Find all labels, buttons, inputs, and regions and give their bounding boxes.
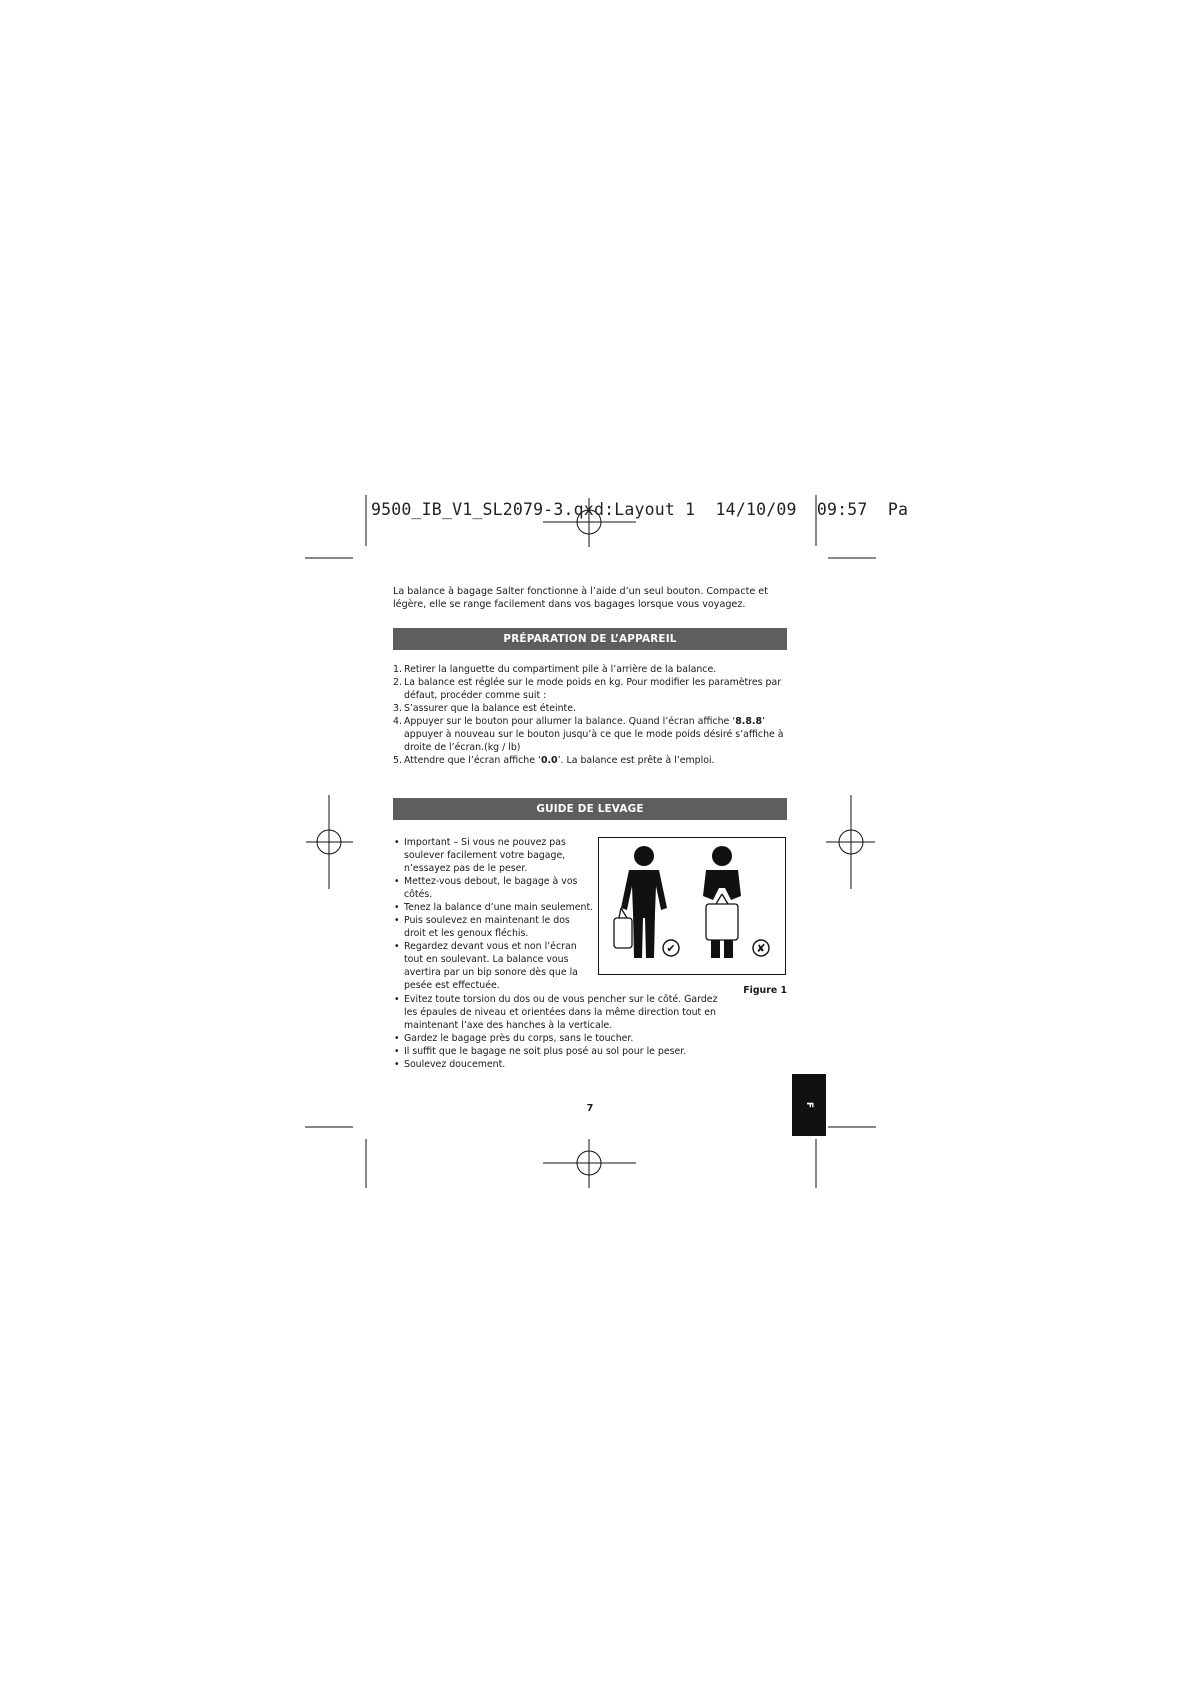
- bullet-mark: •: [394, 994, 400, 1005]
- check-mark: ✔: [666, 942, 676, 955]
- page-number: 7: [586, 1103, 594, 1114]
- list-item: [393, 914, 593, 940]
- list-item: [393, 901, 614, 914]
- step-text-end: ’. La balance est prête à l’emploi.: [557, 755, 715, 766]
- list-item-text: Gardez le bagage près du corps, sans le toucher.: [404, 1033, 634, 1044]
- step-text-start: Attendre que l’écran affiche ‘: [404, 755, 541, 766]
- section-heading-lifting-guide: GUIDE DE LEVAGE: [393, 798, 787, 820]
- step-item: [393, 676, 787, 702]
- figure-caption: Figure 1: [743, 985, 787, 996]
- correct-posture-figure: [621, 846, 667, 958]
- bullet-mark: •: [394, 1059, 400, 1070]
- step-number: 3.: [393, 703, 402, 714]
- list-item-text: Soulevez doucement.: [404, 1059, 506, 1070]
- list-item: [393, 1032, 723, 1045]
- luggage-left: [614, 908, 632, 948]
- step-number: 4.: [393, 716, 402, 727]
- step-number: 2.: [393, 677, 402, 688]
- step-item: [393, 663, 787, 676]
- step-text: S’assurer que la balance est éteinte.: [404, 703, 576, 714]
- figure-1-lifting-illustration: [598, 837, 786, 975]
- list-item-text: Important – Si vous ne pouvez pas soulever facilement votre bagage, n’essayez pas de le peser.: [404, 837, 566, 874]
- bullet-mark: •: [394, 876, 400, 887]
- incorrect-posture-figure: [703, 846, 741, 958]
- lifting-illustration: [599, 838, 785, 974]
- cross-icon: [753, 940, 769, 956]
- lifting-tips-list-continued: [393, 993, 723, 1071]
- list-item-text: Tenez la balance d’une main seulement.: [404, 902, 594, 913]
- intro-paragraph: La balance à bagage Salter fonctionne à l’aide d’un seul bouton. Compacte et légère, elle se range facilement dans vos bagages lorsque vous voyagez.: [393, 586, 768, 610]
- bullet-mark: •: [394, 902, 400, 913]
- step-item: [393, 715, 787, 754]
- step-number: 5.: [393, 755, 402, 766]
- language-tab-label: F: [804, 1101, 814, 1109]
- check-icon: [663, 940, 679, 956]
- step-text-end: ’ appuyer à nouveau sur le bouton jusqu’à ce que le mode poids désiré s’affiche à droite de l’écran.(kg / lb): [404, 716, 784, 753]
- bullet-mark: •: [394, 837, 400, 848]
- bullet-mark: •: [394, 1046, 400, 1057]
- list-item: [393, 836, 593, 875]
- list-item-text: Regardez devant vous et non l’écran tout en soulevant. La balance vous avertira par un bip sonore dès que la pesée est effectuée.: [404, 941, 578, 991]
- lifting-tips-list: [393, 836, 593, 992]
- display-value: 8.8.8: [735, 716, 762, 727]
- step-item: [393, 754, 787, 767]
- section-heading-preparation: PRÉPARATION DE L’APPAREIL: [393, 628, 787, 650]
- step-text: La balance est réglée sur le mode poids en kg. Pour modifier les paramètres par défaut, procéder comme suit :: [404, 677, 782, 701]
- step-number: 1.: [393, 664, 402, 675]
- bullet-mark: •: [394, 1033, 400, 1044]
- bullet-mark: •: [394, 915, 400, 926]
- luggage-right: [706, 894, 738, 940]
- list-item: [393, 993, 723, 1032]
- list-item: [393, 940, 589, 992]
- step-text-start: Appuyer sur le bouton pour allumer la balance. Quand l’écran affiche ‘: [404, 716, 736, 727]
- display-value: 0.0: [540, 755, 558, 766]
- list-item: [393, 875, 593, 901]
- list-item: [393, 1058, 723, 1071]
- bullet-mark: •: [394, 941, 400, 952]
- file-slug: 9500_IB_V1_SL2079-3.qxd:Layout 1 14/10/09 09:57 Pa: [371, 500, 909, 519]
- step-item: [393, 702, 787, 715]
- cross-mark: ✘: [756, 942, 766, 955]
- list-item-text: Mettez-vous debout, le bagage à vos côtés.: [404, 876, 578, 900]
- list-item: [393, 1045, 723, 1058]
- list-item-text: Puis soulevez en maintenant le dos droit et les genoux fléchis.: [404, 915, 570, 939]
- step-text: Retirer la languette du compartiment pile à l’arrière de la balance.: [404, 664, 717, 675]
- preparation-steps: [393, 663, 787, 767]
- list-item-text: Evitez toute torsion du dos ou de vous pencher sur le côté. Gardez les épaules de niveau et orientées dans la même direction tout en maintenant l’axe des hanches à la verticale.: [404, 994, 718, 1031]
- list-item-text: Il suffit que le bagage ne soit plus posé au sol pour le peser.: [404, 1046, 687, 1057]
